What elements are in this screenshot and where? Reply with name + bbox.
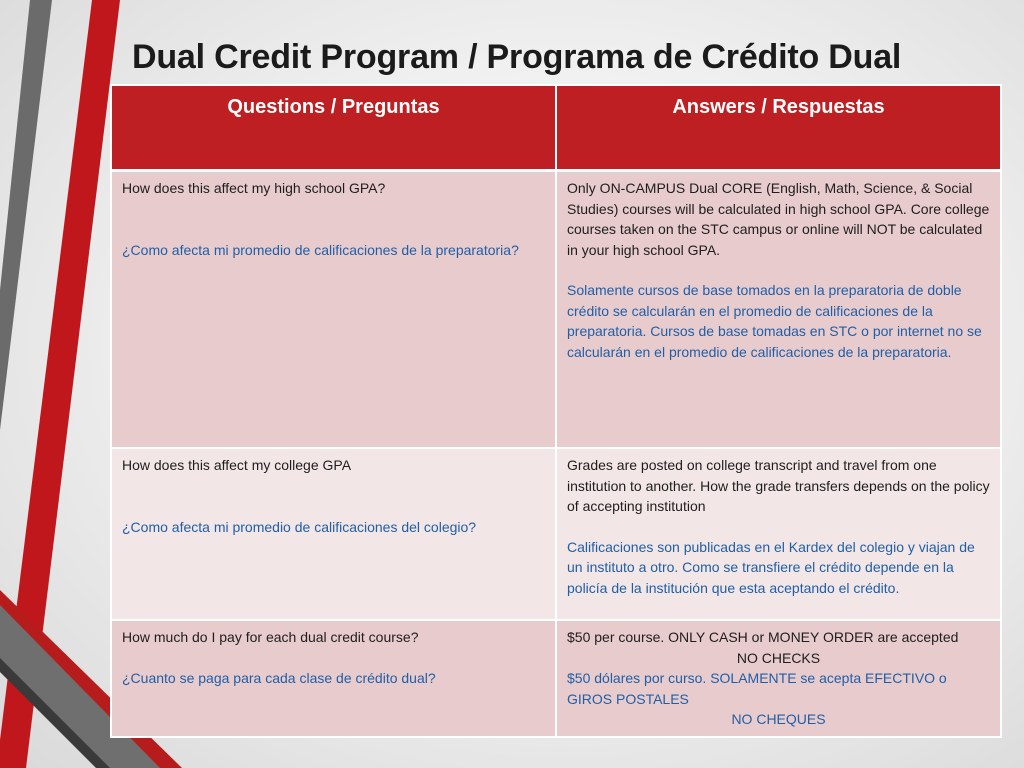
answers-header: Answers / Respuestas (556, 85, 1001, 171)
question-spanish: ¿Cuanto se paga para cada clase de crédito dual? (122, 669, 436, 686)
answer-cell (556, 448, 1001, 620)
answer-spanish: Calificaciones son publicadas en el Kardex del colegio y viajan de un instituto a otro. Como se transfiere el crédito depende en la policía de la institución que esta aceptando el crédito. (567, 538, 975, 596)
answer-spanish: Solamente cursos de base tomados en la preparatoria de doble crédito se calcularán en el promedio de calificaciones de la preparatoria. Cursos de base tomadas en STC o por internet no se calcularán en el promedio de calificaciones de la preparatoria. (567, 282, 982, 360)
answer-cell (556, 171, 1001, 449)
answer-english: $50 per course. ONLY CASH or MONEY ORDER are accepted (567, 629, 959, 645)
slide-title: Dual Credit Program / Programa de Crédito Dual (132, 38, 902, 76)
question-spanish: ¿Como afecta mi promedio de calificaciones del colegio? (122, 518, 477, 535)
table-row (111, 171, 1001, 449)
question-english: How does this affect my college GPA (122, 457, 352, 473)
answer-english: Only ON-CAMPUS Dual CORE (English, Math, Science, & Social Studies) courses will be calculated in high school GPA. Core college courses taken on the STC campus or online will NOT be calculated in your high school GPA. (567, 180, 990, 258)
table-row (111, 620, 1001, 737)
question-cell (111, 620, 556, 737)
question-cell (111, 448, 556, 620)
question-english: How does this affect my high school GPA? (122, 180, 386, 196)
question-cell (111, 171, 556, 449)
answer-cell (556, 620, 1001, 737)
qa-table (110, 84, 1002, 738)
table-row (111, 448, 1001, 620)
question-spanish: ¿Como afecta mi promedio de calificaciones de la preparatoria? (122, 241, 519, 258)
answer-english-note: NO CHECKS (736, 649, 821, 666)
answer-spanish-note: NO CHEQUES (731, 711, 826, 727)
grey-diagonal-band (0, 0, 52, 430)
answer-spanish: $50 dólares por curso. SOLAMENTE se acepta EFECTIVO o GIROS POSTALES (567, 670, 947, 707)
answer-english: Grades are posted on college transcript and travel from one institution to another. How the grade transfers depends on the policy of accepting institution (567, 457, 990, 514)
question-english: How much do I pay for each dual credit course? (122, 629, 419, 645)
table-header-row (111, 85, 1001, 171)
questions-header: Questions / Preguntas (111, 85, 556, 171)
